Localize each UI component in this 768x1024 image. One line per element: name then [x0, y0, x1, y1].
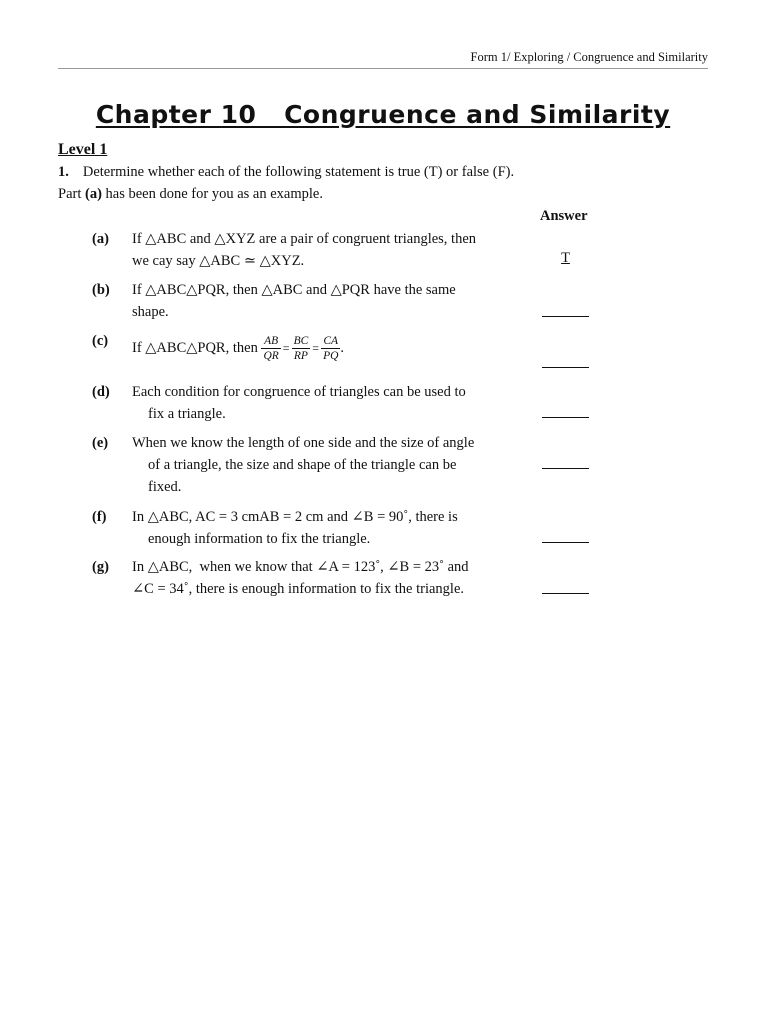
fraction-bc-rp: $\frac{BC}{RP}$ — [293, 335, 309, 362]
item-text: If △ABC and △XYZ are a pair of congruent triangles, then we cay say △ABC ≃ △XYZ. — [132, 231, 477, 269]
answer-blank-f[interactable] — [542, 542, 589, 543]
answer-heading: Answer — [540, 208, 588, 224]
page-header: Form 1/ Exploring / Congruence and Similarity — [58, 50, 708, 69]
answer-blank-c[interactable] — [542, 367, 589, 368]
item-label: (e) — [92, 435, 109, 451]
answer-a: T — [561, 250, 570, 266]
item-text: When we know the length of one side and the size of angle of a triangle, the size and shape of the triangle can be fixed. — [132, 435, 475, 495]
item-text: Each condition for congruence of triangles can be used to fix a triangle. — [132, 384, 466, 422]
answer-blank-b[interactable] — [542, 316, 589, 317]
fraction-ab-qr: $\frac{AB}{QR}$ — [263, 335, 279, 362]
item-text: In △ABC, AC = 3 cmAB = 2 cm and ∠B = 90˚, there is enough information to fix the triangle. — [132, 509, 458, 547]
chapter-title: Chapter 10 Congruence and Similarity — [95, 100, 671, 129]
question-1 — [58, 164, 514, 181]
answer-blank-g[interactable] — [542, 593, 589, 594]
answer-blank-e[interactable] — [542, 468, 589, 469]
item-label: (g) — [92, 559, 109, 575]
item-label: (a) — [92, 231, 109, 247]
level-heading: Level 1 — [58, 141, 108, 158]
item-text: If △ABC△PQR, then △ABC and △PQR have the same shape. — [132, 282, 456, 320]
example-note: Part (a) has been done for you as an example. — [58, 186, 323, 202]
item-text: If △ABC△PQR, then $\frac{AB}{QR}$ = $\frac{BC}{RP}$ = $\frac{CA}{PQ}$ . — [132, 335, 345, 362]
item-label: (d) — [92, 384, 110, 400]
fraction-ca-pq: $\frac{CA}{PQ}$ — [323, 335, 339, 362]
question-text: Determine whether each of the following statement is true (T) or false (F). — [82, 164, 515, 180]
item-label: (b) — [92, 282, 110, 298]
item-text: In △ABC, when we know that ∠A = 123˚, ∠B = 23˚ and ∠C = 34˚, there is enough information to fix the triangle. — [132, 559, 469, 597]
question-number: 1. — [58, 164, 69, 180]
item-label: (c) — [92, 333, 109, 349]
answer-blank-d[interactable] — [542, 417, 589, 418]
item-label: (f) — [92, 509, 107, 525]
